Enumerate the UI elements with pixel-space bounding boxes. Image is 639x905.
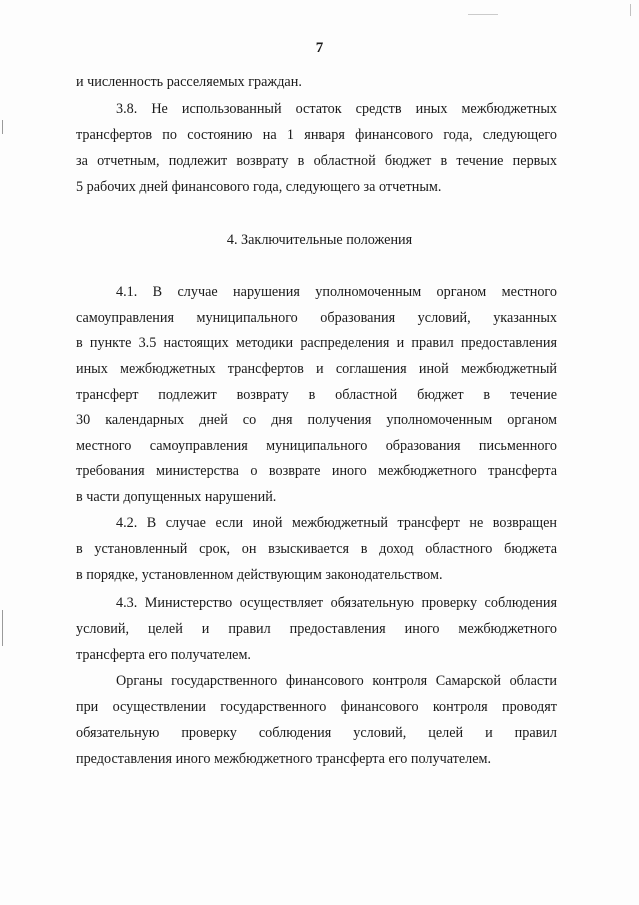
- text-line: 5 рабочих дней финансового года, следующего за отчетным.: [76, 179, 442, 195]
- text-line: и численность расселяемых граждан.: [76, 74, 302, 90]
- text-line: 4.3. Министерство осуществляет обязательную проверку соблюдения: [116, 595, 557, 611]
- text-line: 4.1. В случае нарушения уполномоченным органом местного: [116, 284, 557, 300]
- scan-mark: [2, 120, 3, 134]
- text-line: самоуправления муниципального образования условий, указанных: [76, 310, 557, 326]
- text-line: трансферта его получателем.: [76, 647, 251, 663]
- text-line: 30 календарных дней со дня получения уполномоченным органом: [76, 412, 557, 428]
- text-line: в порядке, установленном действующим законодательством.: [76, 567, 443, 583]
- text-line: требования министерства о возврате иного межбюджетного трансферта: [76, 463, 557, 479]
- text-line: в пункте 3.5 настоящих методики распределения и правил предоставления: [76, 335, 557, 351]
- text-line: трансферт подлежит возврату в областной бюджет в течение: [76, 387, 557, 403]
- text-line: Органы государственного финансового контроля Самарской области: [116, 673, 557, 689]
- text-line: предоставления иного межбюджетного трансферта его получателем.: [76, 751, 492, 767]
- text-line: обязательную проверку соблюдения условий, целей и правил: [76, 725, 557, 741]
- text-line: за отчетным, подлежит возврату в областной бюджет в течение первых: [76, 153, 557, 169]
- scan-mark: [468, 14, 498, 15]
- text-line: 3.8. Не использованный остаток средств иных межбюджетных: [116, 101, 557, 117]
- text-line: 4.2. В случае если иной межбюджетный трансферт не возвращен: [116, 515, 557, 531]
- text-line: условий, целей и правил предоставления иного межбюджетного: [76, 621, 557, 637]
- text-line: в части допущенных нарушений.: [76, 489, 277, 505]
- section-heading: 4. Заключительные положения: [226, 232, 413, 248]
- text-line: трансфертов по состоянию на 1 января финансового года, следующего: [76, 127, 557, 143]
- text-line: в установленный срок, он взыскивается в доход областного бюджета: [76, 541, 557, 557]
- scan-mark: [2, 610, 3, 646]
- text-line: местного самоуправления муниципального образования письменного: [76, 438, 557, 454]
- text-line: при осуществлении государственного финансового контроля проводят: [76, 699, 557, 715]
- scan-mark: [630, 4, 631, 16]
- text-line: иных межбюджетных трансфертов и соглашения иной межбюджетный: [76, 361, 557, 377]
- page-number: 7: [315, 40, 324, 56]
